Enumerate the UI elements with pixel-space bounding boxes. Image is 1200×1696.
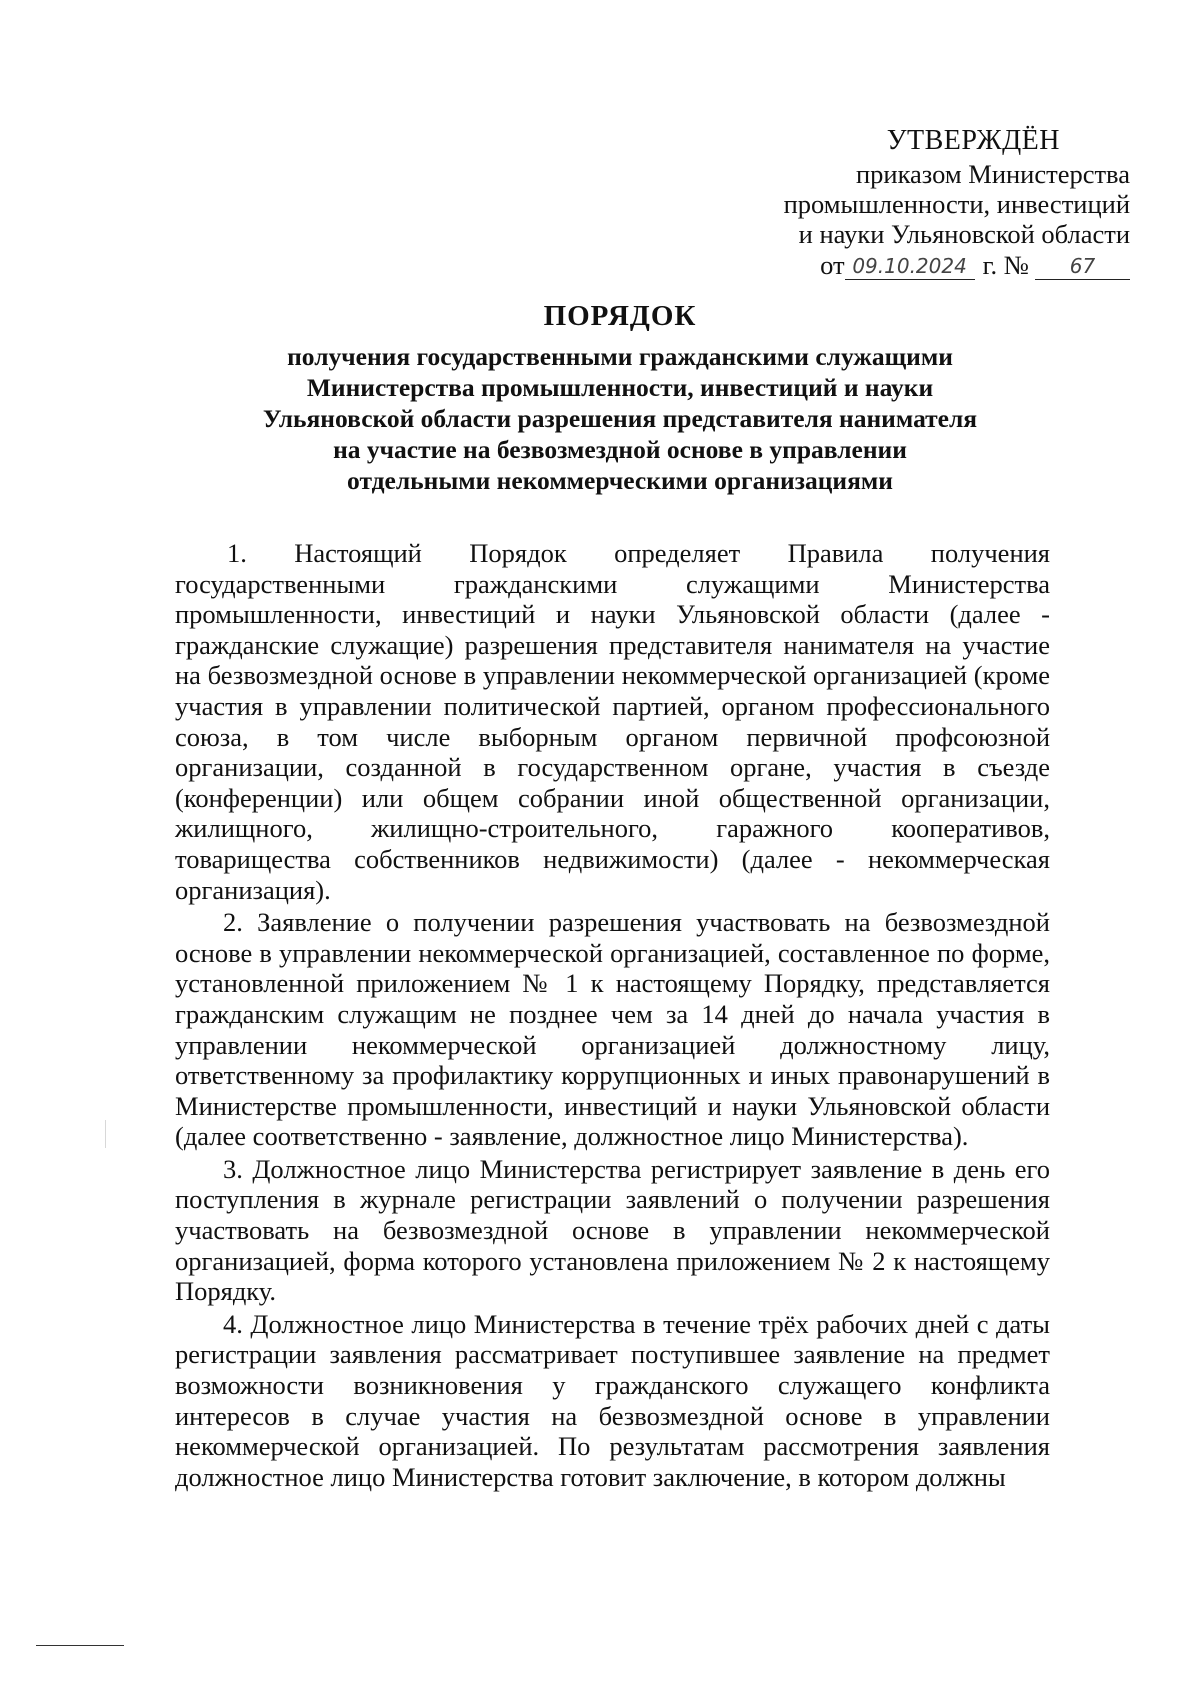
document-body bbox=[175, 538, 1050, 1494]
approval-line-2: промышленности, инвестиций bbox=[783, 189, 1130, 219]
subtitle-line: Ульяновской области разрешения представителя нанимателя bbox=[262, 404, 978, 433]
paragraph-3: 3. Должностное лицо Министерства регистрирует заявление в день его поступления в журнале регистрации заявлений о получении разрешения участвовать на безвозмездной основе в управлении некоммерческой организацией, форма которого установлена приложением № 2 к настоящему Порядку. bbox=[175, 1153, 1050, 1307]
year-number-label: г. № bbox=[982, 250, 1029, 280]
document-title: ПОРЯДОК bbox=[543, 300, 697, 332]
scan-margin-mark bbox=[105, 1120, 106, 1148]
date-prefix: от bbox=[820, 250, 845, 280]
approval-heading: УТВЕРЖДЁН bbox=[886, 125, 1060, 156]
approval-date-line bbox=[700, 250, 1130, 280]
subtitle-line: на участие на безвозмездной основе в управлении bbox=[333, 435, 907, 464]
document-title-block bbox=[190, 300, 1050, 496]
subtitle-line: отдельными некоммерческими организациями bbox=[347, 466, 893, 495]
document-subtitle bbox=[190, 341, 1050, 496]
paragraph-2: 2. Заявление о получении разрешения участвовать на безвозмездной основе в управлении некоммерческой организацией, составленное по форме, установленной приложением № 1 к настоящему Порядку, представляется гражданским служащим не позднее чем за 14 дней до начала участия в управлении некоммерческой организацией должностному лицу, ответственному за профилактику коррупционных и иных правонарушений в Министерстве промышленности, инвестиций и науки Ульяновской области (далее соответственно - заявление, должностное лицо Министерства). bbox=[175, 907, 1050, 1152]
approval-line-1: приказом Министерства bbox=[855, 159, 1130, 189]
approval-line-3: и науки Ульяновской области bbox=[798, 219, 1130, 249]
footnote-rule bbox=[36, 1645, 124, 1646]
subtitle-line: получения государственными гражданскими служащими bbox=[287, 342, 953, 371]
handwritten-number: 67 bbox=[1035, 253, 1130, 280]
handwritten-date: 09.10.2024 bbox=[845, 253, 975, 280]
subtitle-line: Министерства промышленности, инвестиций и науки bbox=[306, 373, 934, 402]
approval-stamp-block bbox=[700, 126, 1130, 280]
paragraph-1: 1. Настоящий Порядок определяет Правила получения государственными гражданскими служащими Министерства промышленности, инвестиций и науки Ульяновской области (далее - гражданские служащие) разрешения представителя нанимателя на участие на безвозмездной основе в управлении некоммерческой организацией (кроме участия в управлении политической партией, органом профессионального союза, в том числе выборным органом первичной профсоюзной организации, созданной в государственном органе, участия в съезде (конференции) или общем собрании иной общественной организации, жилищного, жилищно-строительного, гаражного кооперативов, товарищества собственников недвижимости) (далее - некоммерческая организация). bbox=[175, 538, 1050, 905]
paragraph-4: 4. Должностное лицо Министерства в течение трёх рабочих дней с даты регистрации заявления рассматривает поступившее заявление на предмет возможности возникновения у гражданского служащего конфликта интересов в случае участия на безвозмездной основе в управлении некоммерческой организацией. По результатам рассмотрения заявления должностное лицо Министерства готовит заключение, в котором должны bbox=[175, 1308, 1050, 1492]
